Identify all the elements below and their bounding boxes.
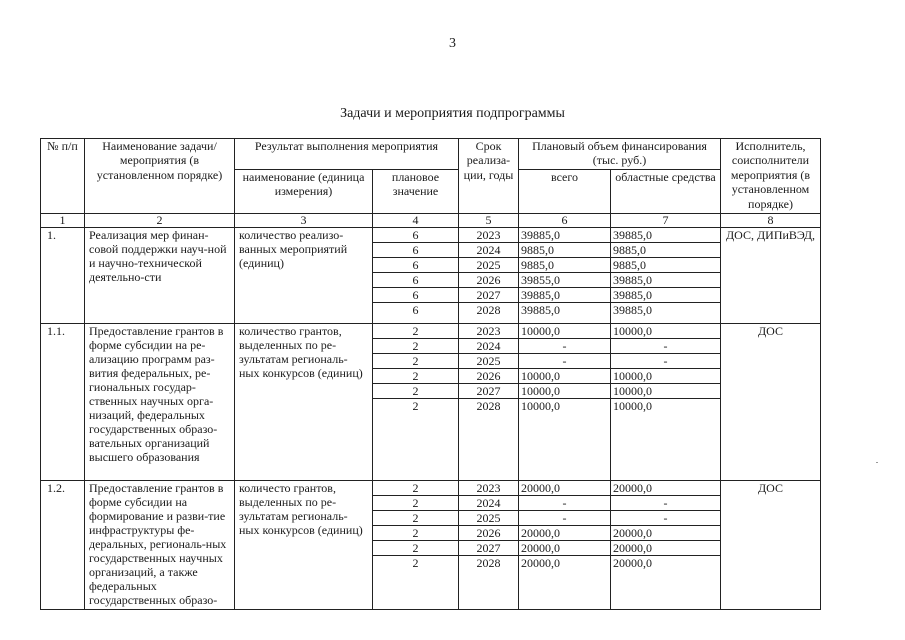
term-year: 2023 — [459, 324, 519, 339]
row-number: 1. — [41, 228, 85, 324]
table-row — [41, 228, 821, 243]
header-num: № п/п — [41, 139, 85, 214]
column-number: 8 — [721, 214, 821, 228]
term-year: 2026 — [459, 369, 519, 384]
plan-value: 2 — [373, 556, 459, 610]
finance-total: 39885,0 — [519, 303, 611, 324]
page-number: 3 — [449, 36, 456, 51]
document-title: Задачи и мероприятия подпрограммы — [340, 106, 565, 121]
finance-regional: - — [611, 354, 721, 369]
term-year: 2027 — [459, 541, 519, 556]
header-result-name: наименование (единица измерения) — [235, 170, 373, 214]
term-year: 2028 — [459, 303, 519, 324]
finance-total: 10000,0 — [519, 324, 611, 339]
finance-total: 39855,0 — [519, 273, 611, 288]
header-finance: Плановый объем финансирования (тыс. руб.) — [519, 139, 721, 170]
plan-value: 6 — [373, 243, 459, 258]
result-name: количество реализо-ванных мероприятий (единиц) — [235, 228, 373, 324]
plan-value: 6 — [373, 258, 459, 273]
term-year: 2028 — [459, 399, 519, 481]
table-row — [41, 324, 821, 339]
finance-total: - — [519, 354, 611, 369]
term-year: 2024 — [459, 243, 519, 258]
column-number: 6 — [519, 214, 611, 228]
term-year: 2023 — [459, 481, 519, 496]
finance-regional: 9885,0 — [611, 243, 721, 258]
result-name: количесто грантов, выделенных по ре-зультатам региональ-ных конкурсов (единиц) — [235, 481, 373, 610]
header-finance-regional: областные средства — [611, 170, 721, 214]
finance-total: 20000,0 — [519, 526, 611, 541]
term-year: 2023 — [459, 228, 519, 243]
task-name: Предоставление грантов в форме субсидии на ре-ализацию программ раз-вития федеральных, ре-гиональных государ-ственных научных орга-низаций, федеральных государственных образо-вательных организаций высшего образования — [85, 324, 235, 481]
plan-value: 2 — [373, 354, 459, 369]
finance-regional: 10000,0 — [611, 369, 721, 384]
finance-regional: 20000,0 — [611, 556, 721, 610]
plan-value: 2 — [373, 496, 459, 511]
finance-total: - — [519, 511, 611, 526]
plan-value: 2 — [373, 384, 459, 399]
finance-regional: - — [611, 511, 721, 526]
finance-regional: - — [611, 496, 721, 511]
finance-total: - — [519, 496, 611, 511]
header-result-plan: плановое значение — [373, 170, 459, 214]
plan-value: 6 — [373, 303, 459, 324]
finance-regional: 20000,0 — [611, 526, 721, 541]
finance-regional: 9885,0 — [611, 258, 721, 273]
finance-total: 39885,0 — [519, 288, 611, 303]
finance-total: - — [519, 339, 611, 354]
header-name: Наименование задачи/мероприятия (в установленном порядке) — [85, 139, 235, 214]
plan-value: 2 — [373, 369, 459, 384]
plan-value: 2 — [373, 511, 459, 526]
finance-regional: 20000,0 — [611, 481, 721, 496]
column-number: 4 — [373, 214, 459, 228]
term-year: 2025 — [459, 511, 519, 526]
row-number: 1.2. — [41, 481, 85, 610]
plan-value: 2 — [373, 526, 459, 541]
task-name: Реализация мер финан-совой поддержки науч-ной и научно-технической деятельно-сти — [85, 228, 235, 324]
finance-total: 9885,0 — [519, 258, 611, 273]
column-number: 2 — [85, 214, 235, 228]
finance-total: 39885,0 — [519, 228, 611, 243]
finance-total: 20000,0 — [519, 556, 611, 610]
term-year: 2024 — [459, 339, 519, 354]
finance-regional: 10000,0 — [611, 324, 721, 339]
term-year: 2028 — [459, 556, 519, 610]
finance-regional: 10000,0 — [611, 399, 721, 481]
finance-total: 9885,0 — [519, 243, 611, 258]
term-year: 2025 — [459, 354, 519, 369]
executor: ДОС — [721, 481, 821, 610]
plan-value: 6 — [373, 273, 459, 288]
row-number: 1.1. — [41, 324, 85, 481]
finance-regional: - — [611, 339, 721, 354]
term-year: 2024 — [459, 496, 519, 511]
term-year: 2026 — [459, 273, 519, 288]
result-name: количество грантов, выделенных по ре-зультатам региональ-ных конкурсов (единиц) — [235, 324, 373, 481]
executor: ДОС, ДИПиВЭД, — [721, 228, 821, 324]
finance-regional: 10000,0 — [611, 384, 721, 399]
plan-value: 2 — [373, 541, 459, 556]
tasks-table — [40, 138, 821, 610]
executor: ДОС — [721, 324, 821, 481]
plan-value: 2 — [373, 481, 459, 496]
finance-regional: 39885,0 — [611, 303, 721, 324]
finance-regional: 20000,0 — [611, 541, 721, 556]
term-year: 2027 — [459, 288, 519, 303]
header-result: Результат выполнения мероприятия — [235, 139, 459, 170]
column-number: 3 — [235, 214, 373, 228]
finance-total: 20000,0 — [519, 541, 611, 556]
column-number: 1 — [41, 214, 85, 228]
finance-regional: 39885,0 — [611, 288, 721, 303]
finance-total: 10000,0 — [519, 384, 611, 399]
finance-total: 10000,0 — [519, 399, 611, 481]
column-number: 5 — [459, 214, 519, 228]
column-number: 7 — [611, 214, 721, 228]
finance-regional: 39885,0 — [611, 228, 721, 243]
plan-value: 2 — [373, 399, 459, 481]
finance-total: 20000,0 — [519, 481, 611, 496]
term-year: 2026 — [459, 526, 519, 541]
table-row — [41, 481, 821, 496]
plan-value: 6 — [373, 228, 459, 243]
header-executor: Исполнитель, соисполнители мероприятия (в установленном порядке) — [721, 139, 821, 214]
plan-value: 2 — [373, 339, 459, 354]
scan-speck — [876, 462, 878, 463]
finance-total: 10000,0 — [519, 369, 611, 384]
term-year: 2025 — [459, 258, 519, 273]
header-finance-total: всего — [519, 170, 611, 214]
term-year: 2027 — [459, 384, 519, 399]
header-term: Срок реализа-ции, годы — [459, 139, 519, 214]
plan-value: 2 — [373, 324, 459, 339]
plan-value: 6 — [373, 288, 459, 303]
finance-regional: 39885,0 — [611, 273, 721, 288]
task-name: Предоставление грантов в форме субсидии на формирование и разви-тие инфраструктуры фе-деральных, региональ-ных государственных научных организаций, а также федеральных государственных образо- — [85, 481, 235, 610]
